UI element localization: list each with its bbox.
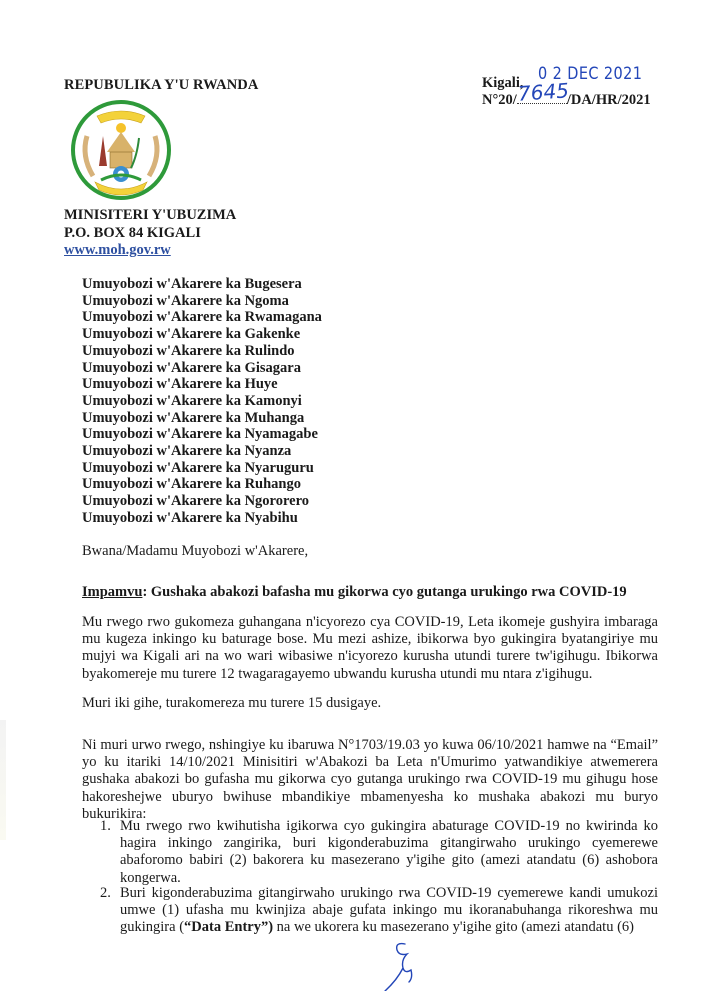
list-number: 1. [100, 818, 111, 834]
list-text: Mu rwego rwo kwihutisha igikorwa cyo gukingira abaturage COVID-19 no kwirinda ko hagira inkingo zangirika, buri kigonderabuzima gitangirwaho urukingo cyemerewe abaforomo babiri (2) bakorera ku masezerano y'igihe gito (amezi atandatu (6) ashobora kongerwa. [120, 818, 658, 886]
subject-line [82, 584, 627, 601]
subject-text: : Gushaka abakozi bafasha mu gikorwa cyo gutanga urukingo rwa COVID-19 [142, 584, 627, 600]
recipient: Umuyobozi w'Akarere ka Nyanza [82, 443, 292, 460]
website-link[interactable]: www.moh.gov.rw [64, 242, 171, 258]
recipient: Umuyobozi w'Akarere ka Gisagara [82, 359, 301, 376]
recipient: Umuyobozi w'Akarere ka Kamonyi [82, 392, 302, 409]
salutation: Bwana/Madamu Muyobozi w'Akarere, [82, 543, 309, 559]
recipient: Umuyobozi w'Akarere ka Ruhango [82, 476, 302, 493]
recipient: Umuyobozi w'Akarere ka Rulindo [82, 342, 295, 359]
handwritten-reference-number: 7645 [517, 78, 570, 106]
recipient: Umuyobozi w'Akarere ka Nyabihu [82, 509, 298, 526]
body-paragraph-1: Mu rwego rwo gukomeza guhangana n'icyorezo cya COVID-19, Leta ikomeje gushyira imbaraga mu kugeza inkingo ku baturage bose. Mu mezi ashize, ibikorwa byo gukingira byatangiriye mu mujyi wa Kigali ari na wo wari wibasiwe n'icyorezo kurusha utundi turere tw'igihugu. Ibikorwa byakomereje mu turere 12 twagaragayemo ubwandu kurusha utundi mu ntara z'igihugu. [82, 614, 658, 682]
list-text: Buri kigonderabuzima gitangirwaho urukingo rwa COVID-19 cyemerewe kandi umukozi umwe (1) ufasha mu kwinjiza abaje gufata inkingo mu ikoranabuhanga rikoreshwa mu gukingira (“Data Entry”) na we ukorera ku masezerano y'igihe gito (amezi atandatu (6) [120, 885, 658, 936]
reference-prefix: N°20/ [482, 92, 517, 108]
recipient: Umuyobozi w'Akarere ka Rwamagana [82, 309, 322, 326]
republic-heading: REPUBULIKA Y'U RWANDA [64, 77, 259, 93]
recipient: Umuyobozi w'Akarere ka Ngoma [82, 292, 289, 309]
subject-label: Impamvu [82, 584, 143, 600]
rwanda-coat-of-arms-icon [67, 96, 175, 204]
po-box: P.O. BOX 84 KIGALI [64, 224, 201, 241]
scan-edge-shadow [0, 720, 6, 840]
data-entry-term: “Data Entry”) [184, 919, 274, 936]
recipient: Umuyobozi w'Akarere ka Muhanga [82, 409, 305, 426]
body-paragraph-3: Ni muri urwo rwego, nshingiye ku ibaruwa N°1703/19.03 yo kuwa 06/10/2021 hamwe na “Email” yo ku itariki 14/10/2021 Minisitiri w'Abakozi ba Leta n'Umurimo yatwandikiye atwemerera gushaka abakozi bo gufasha mu gikorwa cyo gutanga urukingo rwa COVID-19 mu gihugu hose hakoreshejwe uburyo bwihuse mbandikiye mbamenyesha ko mushaka abakozi mu buryo bukurikira: [82, 737, 658, 822]
ministry-block [64, 207, 236, 260]
ministry-name: MINISITERI Y'UBUZIMA [64, 207, 237, 223]
recipient: Umuyobozi w'Akarere ka Nyamagabe [82, 426, 318, 443]
signature-initials [375, 940, 435, 991]
recipients-list [82, 276, 322, 527]
recipient: Umuyobozi w'Akarere ka Gakenke [82, 326, 301, 343]
recipient: Umuyobozi w'Akarere ka Nyaruguru [82, 459, 314, 476]
list-number: 2. [100, 885, 111, 901]
recipient: Umuyobozi w'Akarere ka Ngororero [82, 493, 310, 510]
recipient: Umuyobozi w'Akarere ka Bugesera [82, 276, 302, 292]
body-paragraph-2: Muri iki gihe, turakomereza mu turere 15 dusigaye. [82, 695, 382, 711]
recipient: Umuyobozi w'Akarere ka Huye [82, 376, 278, 393]
date-stamp: 0 2 DEC 2021 [538, 64, 643, 84]
reference-suffix: /DA/HR/2021 [566, 92, 651, 108]
place: Kigali, [482, 75, 524, 91]
